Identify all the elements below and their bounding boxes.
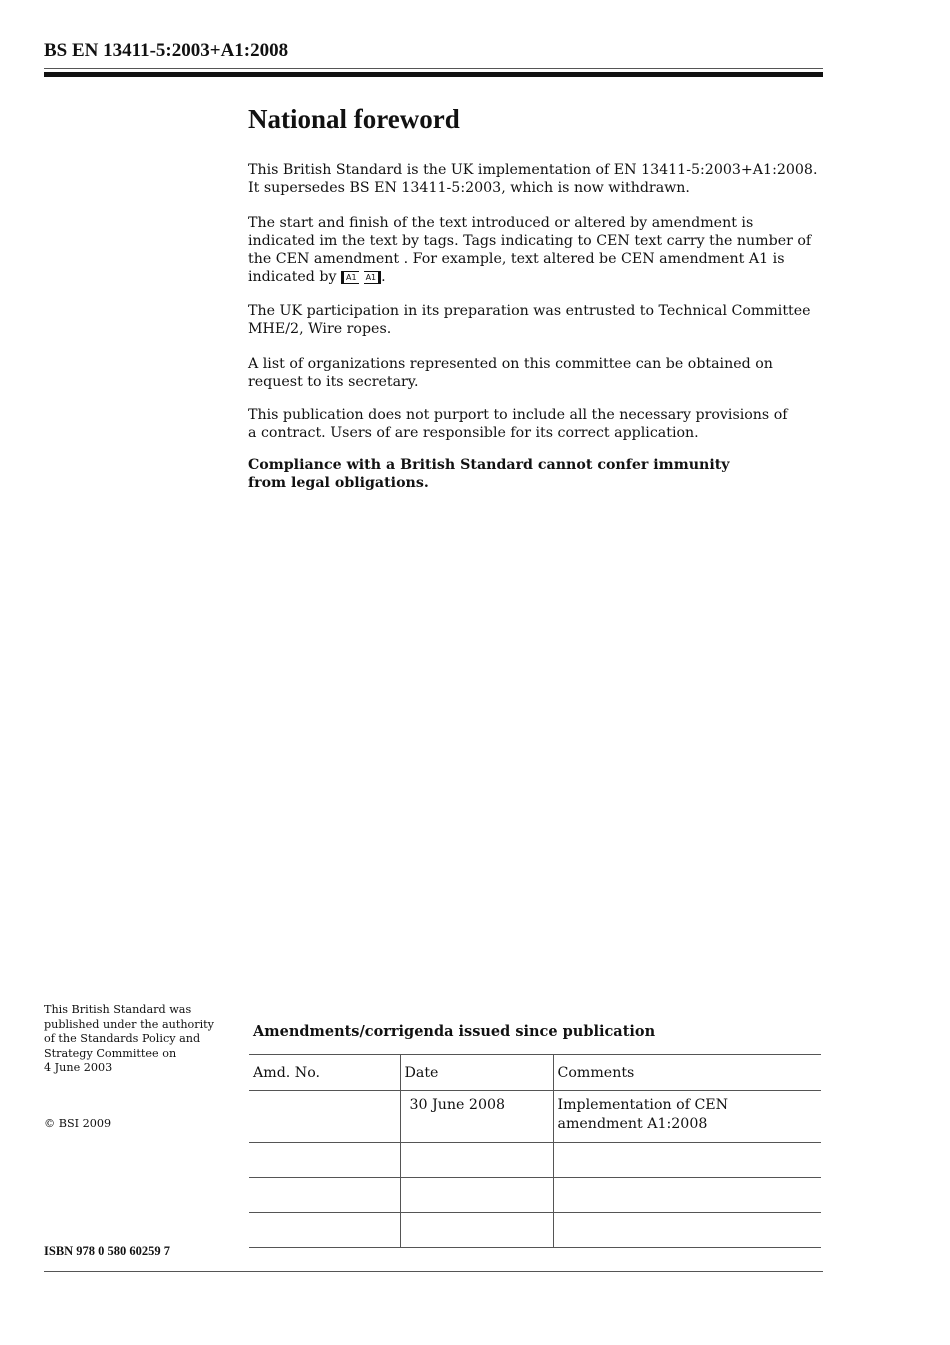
header-rule-thick (44, 72, 823, 77)
paragraph-implementation (248, 161, 848, 197)
page-title: National foreword (248, 104, 460, 134)
amendment-tag-open-icon: A1 (341, 271, 359, 284)
paragraph-text: This British Standard is the UK implementation of EN 13411-5:2003+A1:2008. It supersedes BS EN 13411-5:2003, which is now withdrawn. (248, 162, 818, 196)
table-header-row (249, 1055, 821, 1091)
paragraph-compliance (248, 456, 848, 492)
amendments-heading: Amendments/corrigenda issued since publication (253, 1023, 656, 1040)
table-row (249, 1213, 821, 1248)
empty-cell (400, 1213, 553, 1248)
publication-note: This British Standard was published under the authority of the Standards Policy and Strategy Committee on 4 June 2003 (44, 1003, 214, 1075)
footer-rule (44, 1271, 823, 1272)
empty-cell (400, 1178, 553, 1213)
paragraph-text-main: The start and finish of the text introduced or altered by amendment is indicated im the text by tags. Tags indicating to CEN text carry the number of the CEN amendment . For example, text altered be CEN amendment A1 is indicated by (248, 215, 812, 285)
paragraph-text: The UK participation in its preparation was entrusted to Technical Committee MHE/2, Wire ropes. (248, 303, 811, 337)
empty-cell (400, 1143, 553, 1178)
table-row (249, 1091, 821, 1143)
paragraph-amendment-tags (248, 214, 848, 286)
empty-cell (249, 1213, 400, 1248)
table-row (249, 1178, 821, 1213)
cell-amd-no (249, 1091, 400, 1143)
table-row (249, 1143, 821, 1178)
amendment-tag-close-icon: A1 (364, 271, 382, 284)
empty-cell (553, 1213, 821, 1248)
paragraph-provisions (248, 406, 848, 442)
column-header-comments: Comments (553, 1055, 821, 1091)
isbn: ISBN 978 0 580 60259 7 (44, 1244, 171, 1258)
paragraph-text (248, 214, 848, 286)
cell-date: 30 June 2008 (400, 1091, 553, 1143)
cell-comments: Implementation of CEN amendment A1:2008 (553, 1091, 821, 1143)
amendments-table (249, 1054, 821, 1248)
empty-cell (249, 1143, 400, 1178)
empty-cell (249, 1178, 400, 1213)
paragraph-organizations (248, 355, 848, 391)
paragraph-text: This publication does not purport to include all the necessary provisions of a contract. Users of are responsible for its correct application. (248, 407, 788, 441)
column-header-amd-no: Amd. No. (249, 1055, 400, 1091)
header-rule-thin (44, 68, 823, 69)
copyright-notice: © BSI 2009 (44, 1117, 112, 1130)
paragraph-text: Compliance with a British Standard cannot confer immunity from legal obligations. (248, 457, 730, 491)
empty-cell (553, 1143, 821, 1178)
paragraph-committee (248, 302, 848, 338)
paragraph-end: . (381, 269, 386, 285)
document-code: BS EN 13411-5:2003+A1:2008 (44, 40, 289, 61)
column-header-date: Date (400, 1055, 553, 1091)
empty-cell (553, 1178, 821, 1213)
paragraph-text: A list of organizations represented on this committee can be obtained on request to its secretary. (248, 356, 773, 390)
